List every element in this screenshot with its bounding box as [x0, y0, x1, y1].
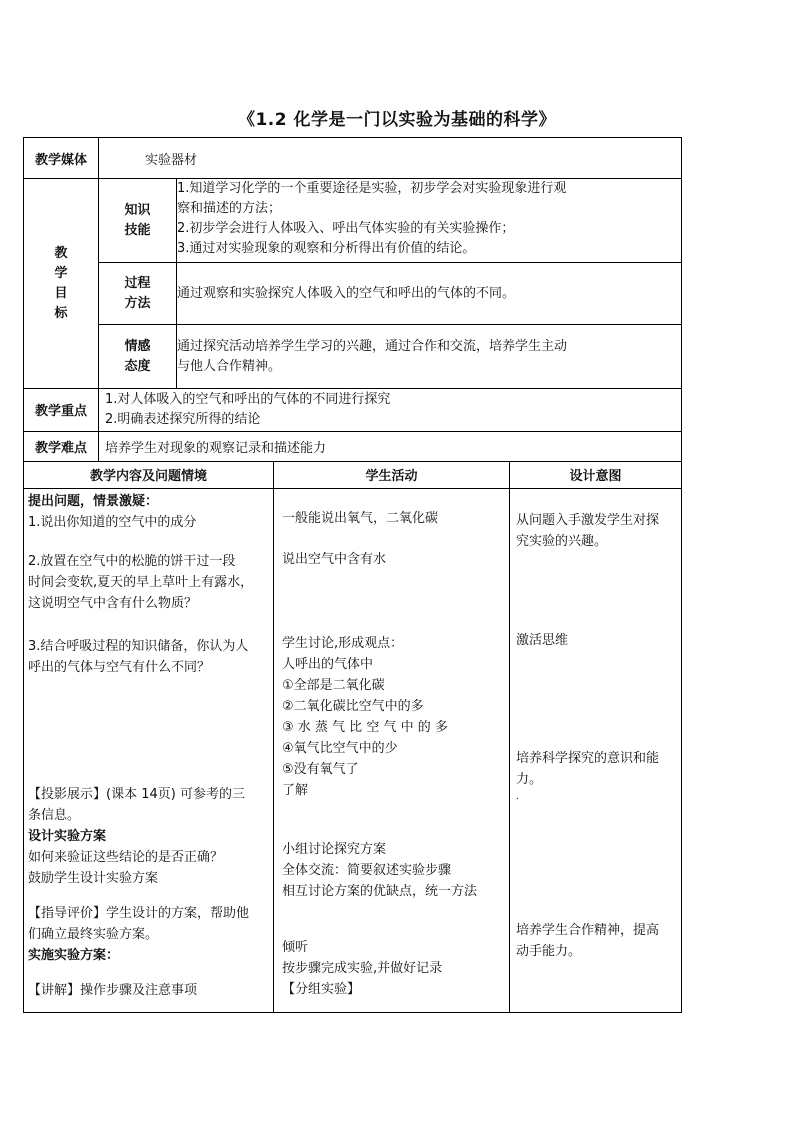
content-question-line: 呼出的气体与空气有什么不同？ [28, 659, 211, 675]
intent-line: 动手能力。 [516, 943, 582, 959]
knowledge-line: 2.初步学会进行人体吸入、呼出气体实验的有关实验操作； [177, 221, 515, 236]
key-points-table [23, 389, 682, 462]
process-label-line: 过程 [124, 275, 151, 291]
activity-line: 相互讨论方案的优缺点，统一方法 [282, 883, 478, 899]
activity-line: ⑤没有氧气了 [282, 761, 359, 777]
content-heading: 提出问题，情景激疑： [28, 493, 159, 509]
activity-line: 人呼出的气体中 [282, 656, 374, 672]
activity-line: 倾听 [282, 939, 309, 955]
activity-line: ①全部是二氧化碳 [282, 677, 385, 693]
knowledge-line: 1.知道学习化学的一个重要途径是实验，初步学会对实验现象进行观 [177, 181, 567, 196]
content-heading: 设计实验方案 [28, 828, 107, 844]
process-label-line: 方法 [124, 295, 151, 311]
activity-line: 说出空气中含有水 [282, 551, 387, 567]
process-text: 通过观察和实验探究人体吸入的空气和呼出的气体的不同。 [177, 263, 682, 325]
knowledge-label [99, 179, 177, 263]
goals-label-char: 学 [54, 265, 68, 281]
col-header-content: 教学内容及问题情境 [24, 462, 274, 489]
key-point-line: 1.对人体吸入的空气和呼出的气体的不同进行探究 [105, 391, 391, 407]
emotion-text [177, 325, 682, 389]
emotion-line: 通过探究活动培养学生学习的兴趣，通过合作和交流，培养学生主动 [177, 338, 568, 354]
emotion-label [99, 325, 177, 389]
content-explain: 【讲解】操作步骤及注意事项 [28, 982, 198, 998]
activity-line: 小组讨论探究方案 [282, 841, 387, 857]
intent-line: 培养学生合作精神，提高 [516, 922, 660, 938]
content-projection-line: 【投影展示】(课本 14页) 可参考的三 [28, 786, 245, 802]
knowledge-line: 3.通过对实验现象的观察和分析得出有价值的结论。 [177, 241, 476, 256]
content-question-line: 时间会变软,夏天的早上草叶上有露水， [28, 574, 254, 590]
activity-column [274, 488, 510, 1012]
key-point-line: 2.明确表述探究所得的结论 [105, 411, 261, 427]
content-question: 1.说出你知道的空气中的成分 [28, 514, 197, 530]
content-heading: 实施实验方案： [28, 947, 120, 963]
knowledge-label-line: 知识 [124, 202, 151, 218]
objectives-table [23, 137, 682, 389]
knowledge-text [177, 179, 682, 263]
activity-line: 【分组实验】 [282, 981, 361, 997]
content-column [24, 488, 274, 1012]
activity-line: ②二氧化碳比空气中的多 [282, 698, 424, 714]
knowledge-label-line: 技能 [124, 222, 151, 238]
goals-label [24, 179, 99, 389]
lesson-plan-sheet [23, 137, 681, 1020]
goals-label-char: 标 [54, 305, 68, 321]
activity-line: 按步骤完成实验,并做好记录 [282, 960, 443, 976]
activity-line: 全体交流：简要叙述实验步骤 [282, 862, 452, 878]
difficulties-text: 培养学生对现象的观察记录和描述能力 [99, 431, 682, 461]
intent-line: 激活思维 [516, 632, 569, 648]
intent-line: 究实验的兴趣。 [516, 533, 608, 549]
process-label [99, 263, 177, 325]
activity-line: ④氧气比空气中的少 [282, 740, 398, 756]
activity-line: 一般能说出氧气，二氧化碳 [282, 510, 439, 526]
col-header-intent: 设计意图 [510, 462, 682, 489]
content-design-line: 鼓励学生设计实验方案 [28, 870, 159, 886]
emotion-label-line: 情感 [124, 338, 151, 354]
activity-line: ③ 水 蒸 气 比 空 气 中 的 多 [282, 719, 448, 735]
intent-line: 培养科学探究的意识和能 [516, 750, 660, 766]
content-projection-line: 条信息。 [28, 807, 81, 823]
key-points-label: 教学重点 [24, 389, 99, 431]
emotion-line: 与他人合作精神。 [177, 358, 282, 374]
intent-column [510, 488, 682, 1012]
page-title: 《1.2 化学是一门以实验为基础的科学》 [237, 110, 557, 130]
content-question-line: 这说明空气中含有什么物质？ [28, 595, 198, 611]
activity-line: 了解 [282, 782, 309, 798]
intent-dot: . [516, 791, 519, 802]
activity-line: 学生讨论,形成观点： [282, 635, 404, 651]
content-design-line: 如何来验证这些结论的是否正确？ [28, 849, 224, 865]
intent-line: 从问题入手激发学生对探 [516, 512, 660, 528]
content-guide-line: 【指导评价】学生设计的方案，帮助他 [28, 905, 250, 921]
intent-line: 力。 [516, 771, 543, 787]
content-question-line: 3.结合呼吸过程的知识储备，你认为人 [28, 638, 249, 654]
goals-label-char: 教 [54, 245, 68, 261]
goals-label-char: 目 [54, 285, 68, 301]
difficulties-label: 教学难点 [24, 431, 99, 461]
emotion-label-line: 态度 [124, 358, 151, 374]
knowledge-line: 察和描述的方法； [177, 201, 282, 216]
content-guide-line: 们确立最终实验方案。 [28, 926, 159, 942]
col-header-activity: 学生活动 [274, 462, 510, 489]
process-table [23, 462, 682, 1013]
content-question-line: 2.放置在空气中的松脆的饼干过一段 [28, 553, 236, 569]
media-label: 教学媒体 [24, 138, 99, 179]
key-points-text [99, 389, 682, 431]
media-value: 实验器材 [99, 138, 682, 179]
